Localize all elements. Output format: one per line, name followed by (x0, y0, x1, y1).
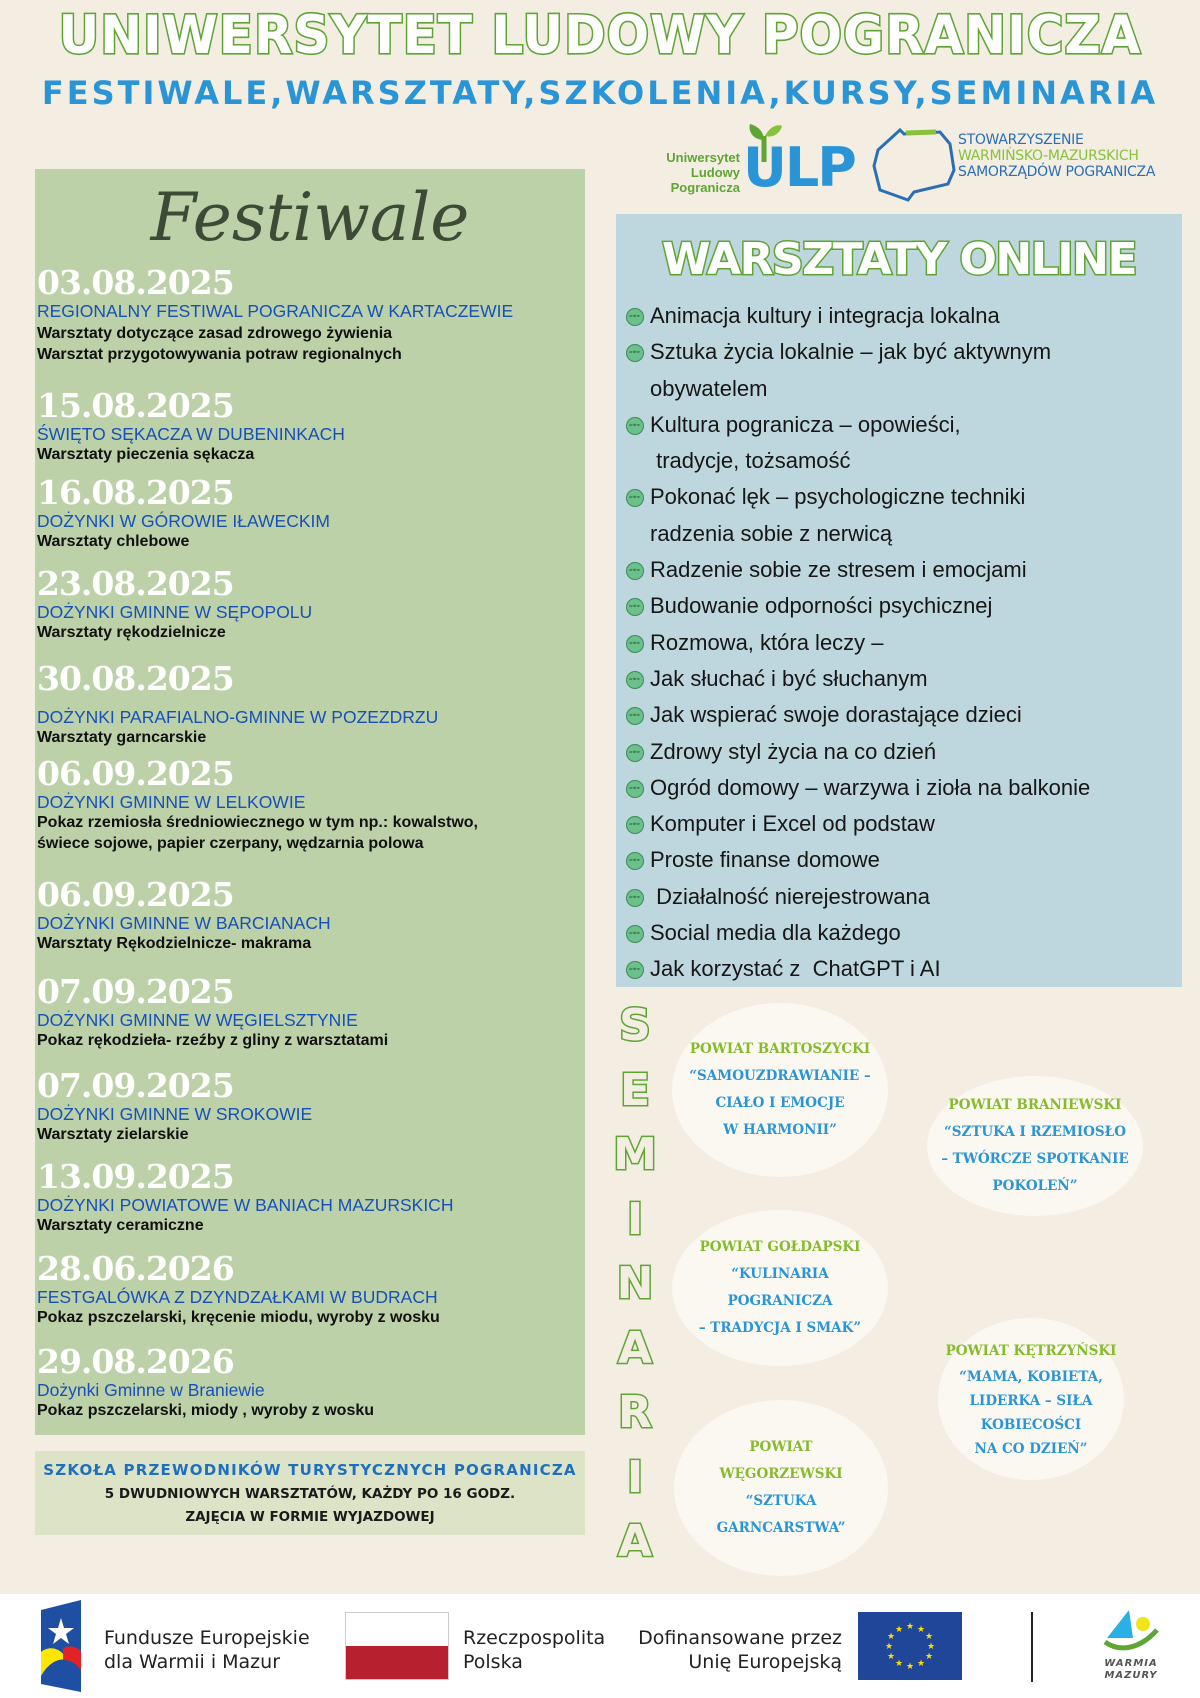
event-item (37, 661, 577, 748)
list-item: online Proste finanse domowe (626, 842, 1176, 878)
online-workshops-list (626, 298, 1176, 988)
event-desc: Warsztaty dotyczące zasad zdrowego żywienia (37, 325, 393, 342)
event-name: FESTGALÓWKA Z DZYNDZAŁKAMI W BUDRACH (37, 1287, 438, 1307)
event-name: DOŻYNKI W GÓROWIE IŁAWECKIM (37, 511, 330, 531)
event-item (37, 877, 577, 954)
festivals-panel (35, 169, 585, 1435)
svg-text:★: ★ (924, 1632, 934, 1642)
ulp-logo-words: Uniwersytet Ludowy Pogranicza (666, 150, 740, 195)
event-desc: Pokaz pszczelarski, kręcenie miodu, wyroby z wosku (37, 1309, 440, 1326)
subtitle: FESTIWALE,WARSZTATY,SZKOLENIA,KURSY,SEMINARIA (41, 74, 1159, 112)
event-name: DOŻYNKI GMINNE W SROKOWIE (37, 1104, 313, 1124)
event-item (37, 756, 577, 854)
guide-school-panel (35, 1451, 585, 1535)
online-badge-icon (626, 562, 644, 580)
event-name: REGIONALNY FESTIWAL POGRANICZA W KARTACZEWIE (37, 301, 514, 321)
guide-school-title: SZKOŁA PRZEWODNIKÓW TURYSTYCZNYCH POGRANICZA (43, 1461, 577, 1479)
list-item-continuation: tradycje, tożsamość (650, 448, 851, 474)
event-item (37, 1251, 577, 1328)
seminar-bubble-ketrzynski: POWIAT KĘTRZYŃSKI “MAMA, KOBIETA, LIDERKA – SIŁA KOBIECOŚCI NA CO DZIEŃ” (938, 1318, 1124, 1480)
online-badge-icon (626, 308, 644, 326)
event-date: 03.08.2025 (37, 263, 234, 302)
seminar-bubble-bartoszycki: POWIAT BARTOSZYCKI “SAMOUZDRAWIANIE – CIAŁO I EMOCJE W HARMONII” (672, 1003, 888, 1177)
rzeczpospolita-polska-text: Rzeczpospolita Polska (463, 1627, 606, 1673)
svg-text:★: ★ (905, 1622, 915, 1632)
event-date: 06.09.2025 (37, 754, 234, 793)
event-desc: Warsztaty Rękodzielnicze- makrama (37, 935, 312, 952)
event-item (37, 388, 577, 465)
event-name: DOŻYNKI GMINNE W BARCIANACH (37, 913, 331, 933)
event-desc: Warsztaty chlebowe (37, 533, 190, 550)
event-desc: Warsztaty garncarskie (37, 729, 207, 746)
ulp-logo (640, 122, 860, 202)
seminar-bubble-braniewski: POWIAT BRANIEWSKI “SZTUKA I RZEMIOSŁO – TWÓRCZE SPOTKANIE POKOLEŃ” (927, 1076, 1143, 1216)
online-badge-icon (626, 417, 644, 435)
list-item: online Social media dla każdego (626, 915, 1176, 951)
list-item: online Komputer i Excel od podstaw (626, 806, 1176, 842)
event-date: 30.08.2025 (37, 659, 234, 698)
event-item (37, 1159, 577, 1236)
eu-cofinanced-text: Dofinansowane przez Unię Europejską (638, 1627, 842, 1673)
eu-flag-icon (858, 1612, 962, 1680)
list-item: online Sztuka życia lokalnie – jak być aktywnym (626, 334, 1176, 370)
guide-school-line: ZAJĘCIA W FORMIE WYJAZDOWEJ (185, 1509, 435, 1525)
online-badge-icon (626, 852, 644, 870)
list-item: online Pokonać lęk – psychologiczne techniki (626, 479, 1176, 515)
event-name: ŚWIĘTO SĘKACZA W DUBENINKACH (37, 424, 345, 444)
svg-text:★: ★ (905, 1662, 915, 1672)
online-workshops-panel (616, 214, 1182, 987)
svg-text:★: ★ (924, 1652, 934, 1662)
fundusze-europejskie-logo-icon (41, 1600, 81, 1692)
warmia-mazury-logo: WARMIA MAZURY (1095, 1608, 1167, 1688)
event-name: DOŻYNKI GMINNE W SĘPOPOLU (37, 602, 313, 622)
event-item (37, 566, 577, 643)
online-badge-icon (626, 598, 644, 616)
event-item (37, 265, 577, 365)
list-item: online Działalność nierejestrowana (626, 879, 1176, 915)
svg-text:★: ★ (916, 1659, 926, 1669)
event-desc: Warsztaty rękodzielnicze (37, 624, 226, 641)
event-item (37, 1068, 577, 1145)
event-date: 07.09.2025 (37, 1066, 234, 1105)
online-badge-icon (626, 635, 644, 653)
event-desc: Warsztaty zielarskie (37, 1126, 189, 1143)
event-date: 16.08.2025 (37, 473, 234, 512)
svg-text:★: ★ (884, 1642, 894, 1652)
event-name: DOŻYNKI POWIATOWE W BANIACH MAZURSKICH (37, 1195, 454, 1215)
list-item-continuation: radzenia sobie z nerwicą (650, 520, 893, 546)
online-badge-icon (626, 925, 644, 943)
online-badge-icon (626, 744, 644, 762)
ulp-letters: ULP (743, 136, 855, 199)
online-workshops-title: WARSZTATY ONLINE (661, 234, 1137, 285)
list-item: online Zdrowy styl życia na co dzień (626, 734, 1176, 770)
seminar-bubble-goldapski: POWIAT GOŁDAPSKI “KULINARIA POGRANICZA – TRADYCJA I SMAK” (672, 1210, 888, 1366)
online-badge-icon (626, 961, 644, 979)
main-title: UNIWERSYTET LUDOWY POGRANICZA (58, 4, 1142, 66)
event-desc: Pokaz pszczelarski, miody , wyroby z wosku (37, 1402, 375, 1419)
list-item: online Jak wspierać swoje dorastające dzieci (626, 697, 1176, 733)
fundusze-europejskie-text: Fundusze Europejskie dla Warmii i Mazur (104, 1627, 310, 1673)
online-badge-icon (626, 780, 644, 798)
online-badge-icon (626, 671, 644, 689)
event-date: 23.08.2025 (37, 564, 234, 603)
poland-map-outline-icon (870, 122, 956, 202)
event-item (37, 475, 577, 552)
event-item (37, 974, 577, 1051)
svg-text:★: ★ (886, 1652, 896, 1662)
svg-text:★: ★ (894, 1659, 904, 1669)
festivals-title: Festiwale (150, 179, 470, 256)
guide-school-line: 5 DWUDNIOWYCH WARSZTATÓW, KAŻDY PO 16 GODZ. (104, 1486, 516, 1502)
event-name: Dożynki Gminne w Braniewie (37, 1380, 265, 1400)
sws-logo-text: STOWARZYSZENIE WARMIŃSKO-MAZURSKICH SAMORZĄDÓW POGRANICZA (958, 132, 1156, 180)
event-item (37, 1344, 577, 1421)
list-item: online Jak słuchać i być słuchanym (626, 661, 1176, 697)
event-name: DOŻYNKI GMINNE W WĘGIELSZTYNIE (37, 1010, 358, 1030)
event-date: 28.06.2026 (37, 1249, 234, 1288)
list-item: online Animacja kultury i integracja lokalna (626, 298, 1176, 334)
list-item: online Kultura pogranicza – opowieści, (626, 407, 1176, 443)
event-desc: Warsztat przygotowywania potraw regionalnych (37, 346, 402, 363)
event-date: 13.09.2025 (37, 1157, 234, 1196)
event-date: 15.08.2025 (37, 386, 234, 425)
sail-sun-icon (1095, 1608, 1167, 1656)
list-item: online Jak korzystać z ChatGPT i AI (626, 951, 1176, 987)
footer-divider (1031, 1612, 1033, 1682)
list-item: online Ogród domowy – warzywa i zioła na balkonie (626, 770, 1176, 806)
event-date: 07.09.2025 (37, 972, 234, 1011)
event-name: DOŻYNKI GMINNE W LELKOWIE (37, 792, 306, 812)
event-desc: Warsztaty ceramiczne (37, 1217, 204, 1234)
online-badge-icon (626, 816, 644, 834)
seminar-bubble-wegorzewski: POWIAT WĘGORZEWSKI “SZTUKA GARNCARSTWA” (674, 1400, 888, 1576)
event-date: 06.09.2025 (37, 875, 234, 914)
svg-text:★: ★ (916, 1625, 926, 1635)
event-desc: świece sojowe, papier czerpany, wędzarnia polowa (37, 835, 424, 852)
event-desc: Pokaz rzemiosła średniowiecznego w tym np.: kowalstwo, (37, 814, 478, 831)
footer-logos (0, 1594, 1200, 1698)
seminars-vertical-title: S E M I N A R I A (613, 1000, 657, 1567)
online-badge-icon (626, 889, 644, 907)
event-desc: Warsztaty pieczenia sękacza (37, 446, 255, 463)
event-date: 29.08.2026 (37, 1342, 234, 1381)
svg-text:★: ★ (894, 1625, 904, 1635)
online-badge-icon (626, 489, 644, 507)
list-item: online Rozmowa, która leczy – (626, 625, 1176, 661)
list-item: online Budowanie odporności psychicznej (626, 588, 1176, 624)
list-item: online Radzenie sobie ze stresem i emocjami (626, 552, 1176, 588)
sws-logo (870, 122, 1190, 202)
svg-text:★: ★ (926, 1642, 936, 1652)
online-badge-icon (626, 707, 644, 725)
online-badge-icon (626, 344, 644, 362)
svg-text:★: ★ (886, 1632, 896, 1642)
event-name: DOŻYNKI PARAFIALNO-GMINNE W POZEZDRZU (37, 707, 439, 727)
event-desc: Pokaz rękodzieła- rzeźby z gliny z warsztatami (37, 1032, 389, 1049)
list-item-continuation: obywatelem (650, 375, 768, 401)
polish-flag-icon (345, 1612, 449, 1680)
